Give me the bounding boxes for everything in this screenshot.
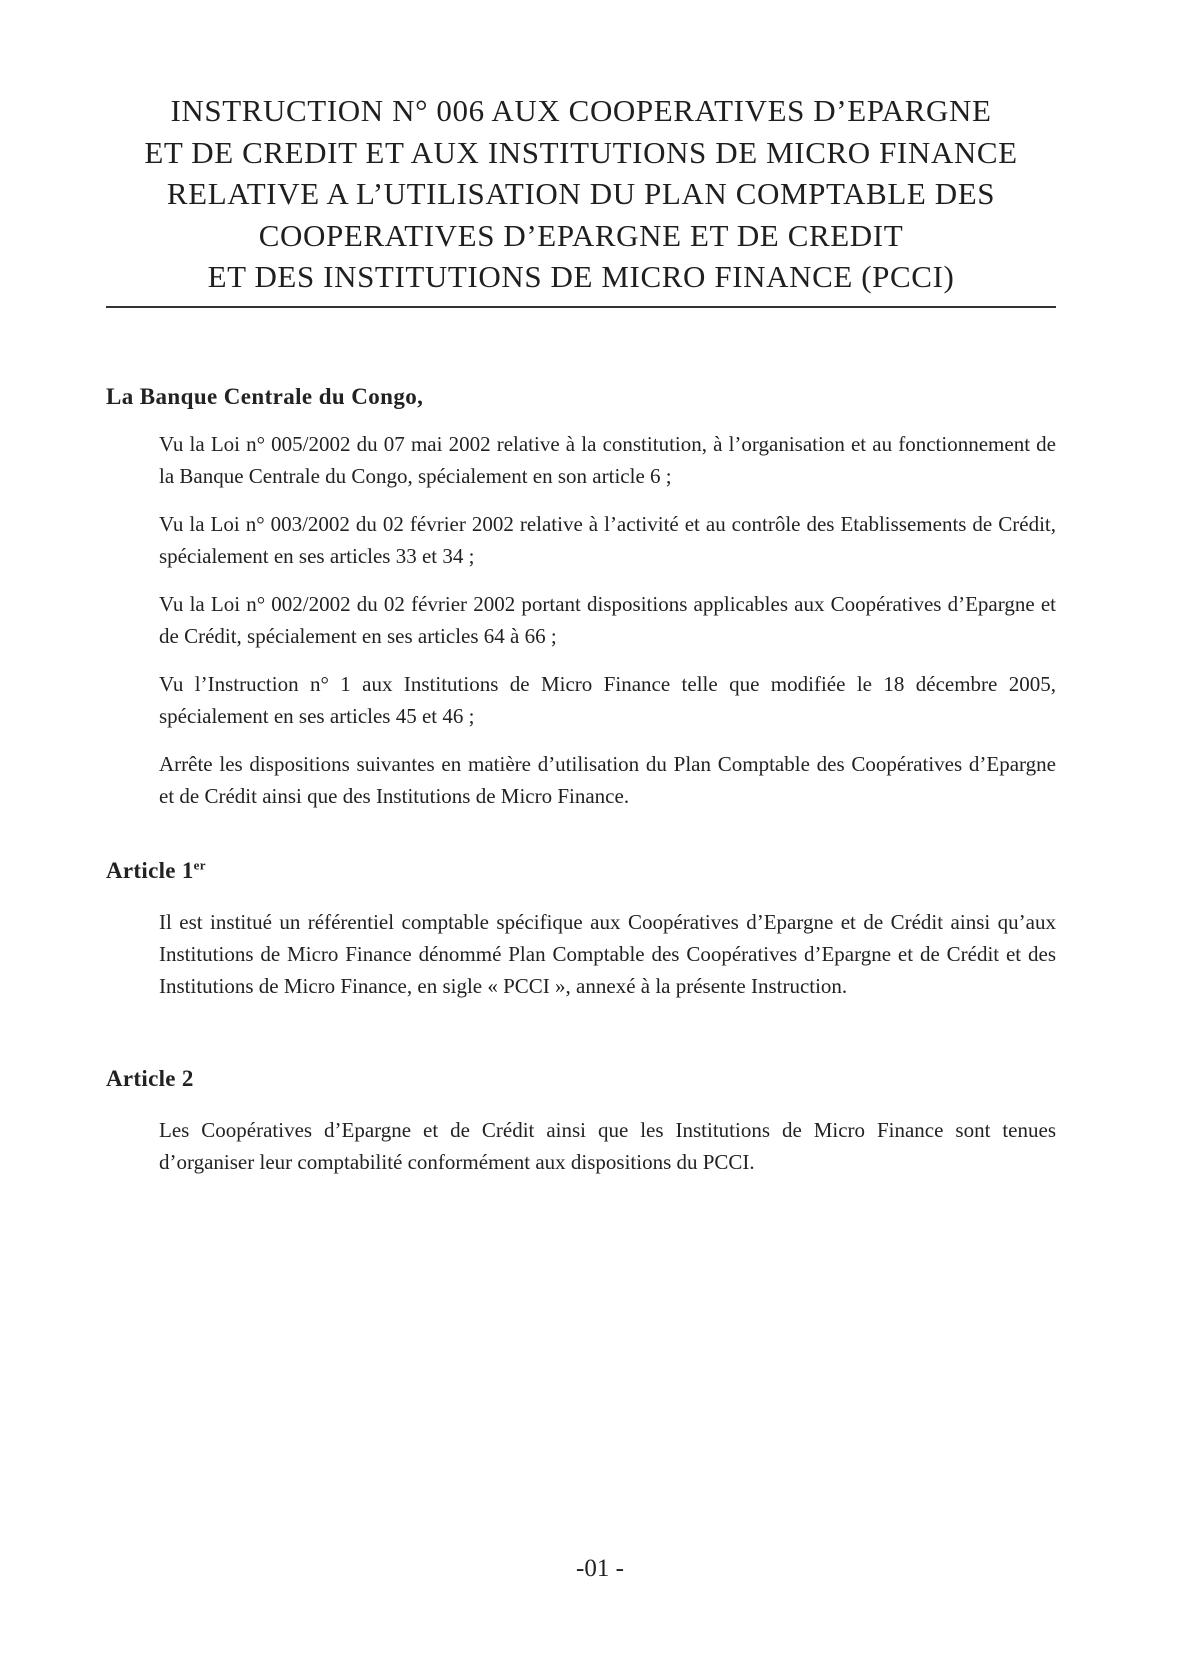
article-1-heading-text: Article 1 bbox=[106, 857, 194, 883]
consideration-paragraph: Vu la Loi n° 003/2002 du 02 février 2002 relative à l’activité et au contrôle des Etablissements de Crédit, spécialement en ses articles 33 et 34 ; bbox=[159, 511, 1056, 568]
article-1-text: Il est institué un référentiel comptable spécifique aux Coopératives d’Epargne et de Crédit ainsi qu’aux Institutions de Micro Finance dénommé Plan Comptable des Coopératives d’Epargne et de Crédit et des Institutions de Micro Finance, en sigle « PCCI », annexé à la présente Instruction. bbox=[159, 909, 1056, 998]
title-line: ET DES INSTITUTIONS DE MICRO FINANCE (PCCI) bbox=[207, 259, 955, 294]
consideration-paragraph: Vu la Loi n° 002/2002 du 02 février 2002 portant dispositions applicables aux Coopératives d’Epargne et de Crédit, spécialement en ses articles 64 à 66 ; bbox=[159, 591, 1056, 648]
title-line: COOPERATIVES D’EPARGNE ET DE CREDIT bbox=[258, 217, 904, 253]
article-2-text: Les Coopératives d’Epargne et de Crédit ainsi que les Institutions de Micro Finance sont tenues d’organiser leur comptabilité conformément aux dispositions du PCCI. bbox=[159, 1117, 1056, 1174]
document-page bbox=[106, 90, 1056, 1178]
consideration-paragraph: Vu la Loi n° 005/2002 du 07 mai 2002 relative à la constitution, à l’organisation et au fonctionnement de la Banque Centrale du Congo, spécialement en son article 6 ; bbox=[159, 431, 1056, 488]
consideration-paragraph: Vu l’Instruction n° 1 aux Institutions de Micro Finance telle que modifiée le 18 décembre 2005, spécialement en ses articles 45 et 46 ; bbox=[159, 671, 1056, 728]
article-2-heading: Article 2 bbox=[106, 1065, 194, 1091]
title-line: ET DE CREDIT ET AUX INSTITUTIONS DE MICRO FINANCE bbox=[144, 134, 1018, 170]
page-number: -01 - bbox=[576, 1555, 624, 1582]
title-line: RELATIVE A L’UTILISATION DU PLAN COMPTABLE DES bbox=[166, 176, 996, 211]
title-line: INSTRUCTION N° 006 AUX COOPERATIVES D’EPARGNE bbox=[170, 93, 992, 128]
preamble-heading: La Banque Centrale du Congo, bbox=[106, 383, 424, 409]
decision-paragraph: Arrête les dispositions suivantes en matière d’utilisation du Plan Comptable des Coopératives d’Epargne et de Crédit ainsi que des Institutions de Micro Finance. bbox=[159, 751, 1056, 808]
document-title bbox=[106, 90, 1056, 308]
article-1-heading-superscript: er bbox=[193, 856, 206, 872]
article-1-heading bbox=[106, 856, 1056, 886]
